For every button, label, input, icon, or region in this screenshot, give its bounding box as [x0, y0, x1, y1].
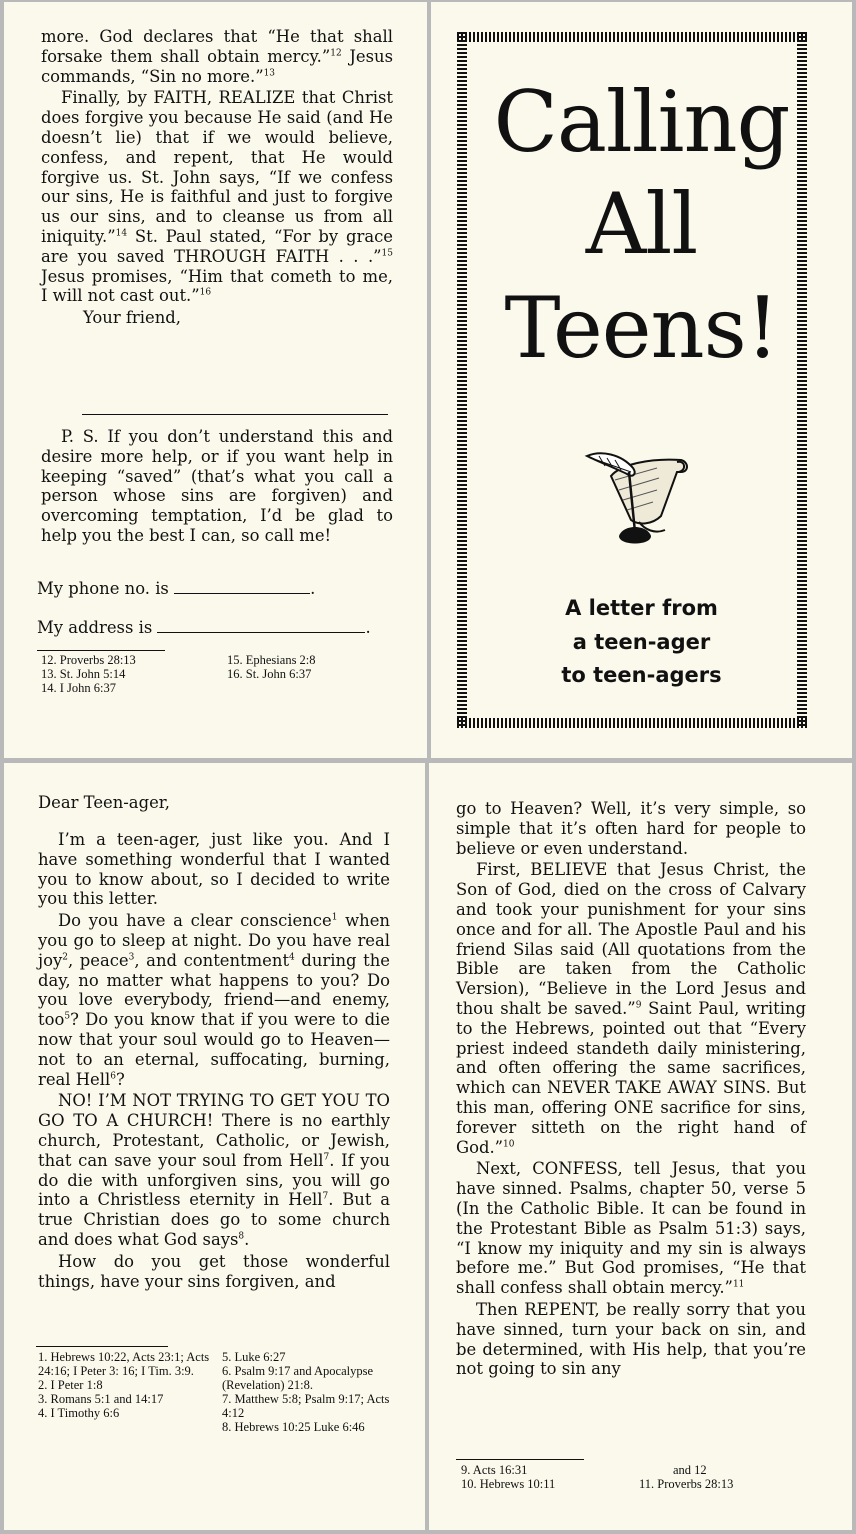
cover-title-line3: Teens! [504, 279, 779, 377]
paragraph: NO! I’M NOT TRYING TO GET YOU TO GO TO A CHURCH! There is no earthly church, Protestant, Catholic, or Jewish, that can save your soul from Hell$^7$. If you do die with unforgiven sins, you will go into a Christless eternity in Hell$^7$. But a true Christian does go to some church and does what God says$^8$. [38, 1091, 390, 1249]
back-page-text [41, 27, 393, 330]
paragraph: Next, CONFESS, tell Jesus, that you have sinned. Psalms, chapter 50, verse 5 (In the Catholic Bible. It can be found in the Protestant Bible as Psalm 51:3) says, “I know my iniquity and my sin is always before me.” But God promises, “He that shall confess shall obtain mercy.”$^{11}$ [456, 1159, 806, 1298]
paragraph: go to Heaven? Well, it’s very simple, so simple that it’s often hard for people to believe or even understand. [456, 799, 806, 858]
page1-footnotes-right: 5. Luke 6:27 6. Psalm 9:17 and Apocalypse (Revelation) 21:8. 7. Matthew 5:8; Psalm 9:17; Acts 4:12 8. Hebrews 10:25 Luke 6:46 [222, 1350, 390, 1434]
paragraph: Do you have a clear conscience$^1$ when you go to sleep at night. Do you have real joy$^2$, peace$^3$, and contentment$^4$ during the day, no matter what happens to you? Do you love everybody, friend—and enemy, too$^5$? Do you know that if you were to die now that your soul would go to Heaven—not to an eternal, suffocating, burning, real Hell$^6$? [38, 911, 391, 1089]
phone-blank [174, 593, 310, 594]
cover-title-line2: All [585, 175, 698, 273]
back-page [4, 2, 427, 758]
page1-footnotes-left: 1. Hebrews 10:22, Acts 23:1; Acts 24:16; I Peter 3: 16; I Tim. 3:9. 2. I Peter 1:8 3. Romans 5:1 and 14:17 4. I Timothy 6:6 [38, 1350, 210, 1420]
postscript: P. S. If you don’t understand this and desire more help, or if you want help in keeping “saved” (that’s what you call a person whose sins are forgiven) and overcoming temptation, I’d be glad to help you the best I can, so call me! [41, 427, 393, 545]
cover-title-line1: Calling [493, 73, 790, 171]
footnote-row: 14. I John 6:37 [41, 681, 116, 695]
greeting: Dear Teen-ager, [38, 793, 171, 812]
scroll-and-quill-icon [581, 446, 693, 558]
footnote-row: 9. Acts 16:31 and 12 [461, 1463, 707, 1477]
phone-label: My phone no. is [37, 579, 169, 598]
footnote-ref: 14 [115, 228, 128, 239]
footnote-ref: 15 [381, 248, 393, 259]
cover-subtitle-line1: A letter from [565, 596, 718, 620]
paragraph: How do you get those wonderful things, have your sins forgiven, and [38, 1251, 390, 1291]
footnote-ref: 12 [330, 48, 342, 59]
paragraph: I’m a teen-ager, just like you. And I have something wonderful that I wanted you to know about, so I decided to write you this letter. [38, 830, 390, 909]
paragraph: more. God declares that “He that shall forsake them shall obtain mercy.”$^{12}$ Jesus commands, “Sin no more.”$^{13}$ [41, 27, 393, 86]
cover-subtitle-line3: to teen-agers [561, 663, 722, 687]
cover-border-top [457, 32, 807, 42]
cover-subtitle-line2: a teen-ager [572, 630, 711, 654]
closing: Your friend, [83, 308, 181, 328]
paragraph: Then REPENT, be really sorry that you have sinned, turn your back on sin, and be determined, with His help, that you’re not going to sin any [456, 1299, 806, 1379]
paragraph: Finally, by FAITH, REALIZE that Christ does forgive you because He said (and He doesn’t lie) that if we would believe, confess, and repent, that He would forgive us. St. John says, “If we confess our sins, He is faithful and just to forgive us our sins, and to cleanse us from all iniquity.”$^{14}$ St. Paul stated, “For by grace are you saved THROUGH FAITH . . .”$^{15}$ Jesus promises, “Him that cometh to me, I will not cast out.”$^{16}$ [41, 88, 393, 306]
page1-text [38, 830, 390, 1293]
address-label: My address is [37, 618, 153, 637]
footnote-row: 13. St. John 5:14 16. St. John 6:37 [41, 667, 312, 681]
footnote-rule [456, 1459, 584, 1460]
footnote-row: 10. Hebrews 10:11 11. Proverbs 28:13 [461, 1477, 734, 1491]
page2-text [456, 799, 806, 1381]
back-footnotes [41, 653, 371, 695]
footnote-rule [37, 650, 165, 651]
cover-page [431, 2, 852, 758]
page2-footnotes [461, 1463, 811, 1491]
cover-border-bottom [457, 718, 807, 728]
footnote-ref: 13 [263, 68, 276, 79]
paragraph: First, BELIEVE that Jesus Christ, the Son of God, died on the cross of Calvary and took your punishment for your sins once and for all. The Apostle Paul and his friend Silas said (All quotations from the Bible are taken from the Catholic Version), “Believe in the Lord Jesus and thou shalt be saved.”$^9$ Saint Paul, writing to the Hebrews, pointed out that “Every priest indeed standeth daily ministering, and often offering the same sacrifices, which can NEVER TAKE AWAY SINS. But this man, offering ONE sacrifice for sins, forever sitteth on the right hand of God.”$^{10}$ [456, 860, 806, 1157]
footnote-ref: 16 [199, 287, 212, 298]
phone-row: My phone no. is . [37, 579, 316, 598]
letter-page-1 [4, 763, 425, 1530]
letter-page-2 [429, 763, 852, 1530]
address-blank [157, 632, 365, 633]
footnote-rule [36, 1346, 168, 1347]
address-row: My address is . [37, 618, 371, 637]
signature-line [82, 414, 388, 415]
footnote-row: 12. Proverbs 28:13 15. Ephesians 2:8 [41, 653, 316, 667]
